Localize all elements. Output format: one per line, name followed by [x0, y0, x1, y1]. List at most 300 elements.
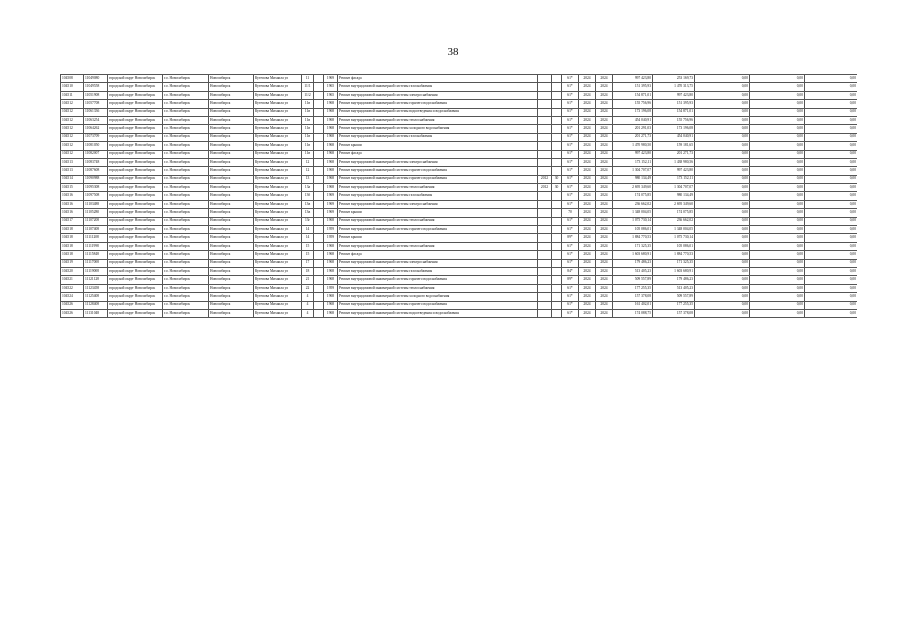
table-cell: 0,00 — [695, 133, 750, 141]
table-cell: г.о. Новосибирск — [163, 91, 209, 99]
table-row — [61, 217, 858, 225]
table-cell: 177 255,35 — [653, 301, 695, 309]
table-cell: 2012 — [538, 184, 552, 192]
table-cell: 174 075,85 — [653, 209, 695, 217]
table-cell — [538, 150, 552, 158]
table-cell: 201 291,03 — [613, 125, 653, 133]
table-cell: 2024 — [579, 251, 596, 259]
table-cell: 0,00 — [805, 242, 858, 250]
table-cell: 173 196,08 — [613, 108, 653, 116]
table-cell: 1 884 770,53 — [613, 234, 653, 242]
table-cell: 61* — [562, 251, 579, 259]
table-cell: г.о. Новосибирск — [163, 142, 209, 150]
table-cell: 11в — [302, 150, 314, 158]
table-cell — [538, 192, 552, 200]
table-cell: г.о. Новосибирск — [163, 217, 209, 225]
table-cell — [314, 83, 324, 91]
table-cell: 2024 — [596, 158, 613, 166]
table-cell: 0,00 — [750, 100, 805, 108]
table-body — [61, 75, 858, 318]
table-cell: 2024 — [579, 259, 596, 267]
table-cell: 1968 — [324, 100, 338, 108]
table-row — [61, 100, 858, 108]
table-cell: 1969 — [324, 209, 338, 217]
table-cell: городской округ Новосибирск — [108, 91, 163, 99]
table-cell: 13б — [302, 192, 314, 200]
table-cell: Кутепова Михаила ул — [254, 100, 302, 108]
table-cell — [314, 125, 324, 133]
table-cell — [538, 276, 552, 284]
table-cell: 0,00 — [805, 167, 858, 175]
table-cell: 179 486,23 — [613, 259, 653, 267]
table-cell: Ремонт внутридомовой инженерной системы электроснабжения — [338, 158, 538, 166]
table-cell: 61* — [562, 83, 579, 91]
table-cell: 2024 — [579, 108, 596, 116]
table-cell: 0,00 — [805, 192, 858, 200]
table-cell: 0,00 — [695, 267, 750, 275]
table-cell: 61* — [562, 175, 579, 183]
table-cell: 61* — [562, 150, 579, 158]
table-cell: г.о. Новосибирск — [163, 200, 209, 208]
table-cell: 0,00 — [695, 309, 750, 317]
table-row — [61, 133, 858, 141]
table-cell: 0,00 — [750, 142, 805, 150]
table-cell: 11125408 — [84, 293, 108, 301]
table-cell: 104524 — [61, 293, 84, 301]
table-cell: 30 — [552, 175, 562, 183]
table-cell: 84* — [562, 267, 579, 275]
table-cell: 17 — [302, 259, 314, 267]
table-cell — [538, 226, 552, 234]
table-cell: 1968 — [324, 116, 338, 124]
table-cell: Новосибирск — [209, 293, 254, 301]
table-cell: 61* — [562, 116, 579, 124]
table-cell: 1968 — [324, 242, 338, 250]
table-cell: 61* — [562, 142, 579, 150]
table-cell: 2024 — [579, 192, 596, 200]
table-cell — [552, 100, 562, 108]
table-cell: 1968 — [324, 276, 338, 284]
table-cell: Ремонт внутридомовой инженерной системы теплоснабжения — [338, 184, 538, 192]
table-cell: 1 470 313,75 — [653, 83, 695, 91]
table-cell: Ремонт внутридомовой инженерной системы горячего водоснабжения — [338, 226, 538, 234]
table-cell: г.о. Новосибирск — [163, 276, 209, 284]
table-cell: 0,00 — [750, 83, 805, 91]
table-cell: 104508 — [61, 75, 84, 83]
table-cell: 11 — [302, 75, 314, 83]
table-cell — [314, 192, 324, 200]
table-cell: 1968 — [324, 175, 338, 183]
table-cell: 236 662,02 — [613, 200, 653, 208]
table-cell: 104517 — [61, 217, 84, 225]
table-cell: Ремонт фасада — [338, 75, 538, 83]
table-cell — [314, 142, 324, 150]
table-cell: 11в — [302, 100, 314, 108]
table-cell: 2024 — [579, 309, 596, 317]
table-cell: 61* — [562, 184, 579, 192]
table-cell: городской округ Новосибирск — [108, 276, 163, 284]
table-row — [61, 209, 858, 217]
table-cell: 61* — [562, 108, 579, 116]
table-cell: 2024 — [596, 167, 613, 175]
table-cell: Новосибирск — [209, 91, 254, 99]
table-cell — [314, 209, 324, 217]
table-cell: 0,00 — [695, 217, 750, 225]
table-cell: Новосибирск — [209, 83, 254, 91]
table-cell: Новосибирск — [209, 276, 254, 284]
table-cell: 0,00 — [695, 83, 750, 91]
table-cell: 513 405,23 — [653, 284, 695, 292]
table-cell: 174 088,75 — [613, 309, 653, 317]
table-cell — [314, 251, 324, 259]
table-cell: 1968 — [324, 133, 338, 141]
table-cell: 1968 — [324, 167, 338, 175]
table-cell — [538, 200, 552, 208]
table-row — [61, 175, 858, 183]
table-cell: 11090988 — [84, 175, 108, 183]
table-cell — [552, 116, 562, 124]
table-cell: 11в — [302, 108, 314, 116]
table-cell: 0,00 — [805, 251, 858, 259]
table-cell: 0,00 — [750, 234, 805, 242]
table-cell: 0,00 — [695, 167, 750, 175]
table-cell: 104516 — [61, 192, 84, 200]
table-cell: 0,00 — [805, 116, 858, 124]
table-cell: 104521 — [61, 276, 84, 284]
table-cell: Кутепова Михаила ул — [254, 175, 302, 183]
table-cell: 104512 — [61, 133, 84, 141]
table-cell: 104512 — [61, 150, 84, 158]
table-cell — [538, 242, 552, 250]
table-cell — [538, 108, 552, 116]
table-cell: 11117008 — [84, 259, 108, 267]
table-cell: г.о. Новосибирск — [163, 150, 209, 158]
table-cell: Кутепова Михаила ул — [254, 167, 302, 175]
table-cell: Ремонт крыши — [338, 234, 538, 242]
table-cell: 11083748 — [84, 158, 108, 166]
table-row — [61, 192, 858, 200]
table-cell: 104518 — [61, 226, 84, 234]
table-cell: городской округ Новосибирск — [108, 284, 163, 292]
table-cell: 11087608 — [84, 167, 108, 175]
table-cell — [552, 167, 562, 175]
table-cell: городской округ Новосибирск — [108, 125, 163, 133]
table-cell: 2024 — [596, 242, 613, 250]
table-cell: 104512 — [61, 116, 84, 124]
table-cell: городской округ Новосибирск — [108, 234, 163, 242]
table-cell: 61* — [562, 100, 579, 108]
table-cell — [538, 284, 552, 292]
table-cell: 0,00 — [750, 108, 805, 116]
table-cell: 0,00 — [805, 301, 858, 309]
table-cell — [538, 125, 552, 133]
table-cell — [538, 234, 552, 242]
table-cell: 11111998 — [84, 242, 108, 250]
table-cell: 11115848 — [84, 251, 108, 259]
table-cell: Ремонт внутридомовой инженерной системы газоснабжения — [338, 83, 538, 91]
table-cell: Новосибирск — [209, 142, 254, 150]
table-cell: г.о. Новосибирск — [163, 242, 209, 250]
table-cell: Новосибирск — [209, 251, 254, 259]
table-cell: 154 871,01 — [653, 108, 695, 116]
table-cell: 1 348 004,05 — [613, 209, 653, 217]
table-cell: Кутепова Михаила ул — [254, 284, 302, 292]
table-cell: Ремонт внутридомовой инженерной системы электроснабжения — [338, 200, 538, 208]
table-cell: 2024 — [596, 217, 613, 225]
table-cell: 104512 — [61, 142, 84, 150]
table-cell: 11119008 — [84, 267, 108, 275]
table-cell — [314, 234, 324, 242]
table-cell: 2024 — [596, 267, 613, 275]
table-cell: г.о. Новосибирск — [163, 293, 209, 301]
table-cell: 11в — [302, 133, 314, 141]
table-cell: 0,00 — [750, 242, 805, 250]
table-cell — [314, 217, 324, 225]
table-cell: 0,00 — [750, 133, 805, 141]
table-cell: 0,00 — [695, 301, 750, 309]
table-row — [61, 251, 858, 259]
table-cell: 0,00 — [805, 267, 858, 275]
table-cell: 11103488 — [84, 200, 108, 208]
table-cell: 0,00 — [695, 184, 750, 192]
table-cell: городской округ Новосибирск — [108, 184, 163, 192]
table-cell: 177 255,35 — [613, 284, 653, 292]
table-cell: 11131048 — [84, 309, 108, 317]
table-cell: 30 — [552, 184, 562, 192]
table-cell: 0,00 — [695, 259, 750, 267]
table-cell: г.о. Новосибирск — [163, 267, 209, 275]
table-cell: 1968 — [324, 108, 338, 116]
table-cell — [314, 100, 324, 108]
table-cell: Новосибирск — [209, 150, 254, 158]
table-cell: г.о. Новосибирск — [163, 100, 209, 108]
table-cell: 0,00 — [695, 226, 750, 234]
table-cell: 1959 — [324, 234, 338, 242]
table-cell: 11/1 — [302, 83, 314, 91]
table-cell: 0,00 — [695, 158, 750, 166]
table-row — [61, 167, 858, 175]
table-row — [61, 91, 858, 99]
table-cell — [552, 158, 562, 166]
table-cell: 13г — [302, 217, 314, 225]
table-cell: 104516 — [61, 200, 84, 208]
table-cell: Новосибирск — [209, 234, 254, 242]
table-cell: 11в — [302, 116, 314, 124]
table-cell: 0,00 — [750, 267, 805, 275]
table-cell: 0,00 — [805, 217, 858, 225]
table-cell: 2024 — [596, 150, 613, 158]
table-cell: 509 557,89 — [613, 276, 653, 284]
table-cell: Новосибирск — [209, 116, 254, 124]
table-cell: 1969 — [324, 192, 338, 200]
table-cell: Ремонт фасада — [338, 150, 538, 158]
table-cell: Новосибирск — [209, 133, 254, 141]
table-cell: 509 557,89 — [653, 293, 695, 301]
table-cell: 2024 — [579, 301, 596, 309]
table-cell — [538, 167, 552, 175]
table-cell — [314, 116, 324, 124]
table-cell: Ремонт внутридомовой инженерной системы горячего водоснабжения — [338, 167, 538, 175]
table-cell — [552, 276, 562, 284]
table-cell: Кутепова Михаила ул — [254, 116, 302, 124]
table-cell: Ремонт внутридомовой инженерной системы холодного водоснабжения — [338, 293, 538, 301]
table-cell: 2024 — [579, 91, 596, 99]
table-cell: 2024 — [579, 133, 596, 141]
table-cell: 997 423,80 — [613, 75, 653, 83]
table-cell: 61* — [562, 284, 579, 292]
table-row — [61, 108, 858, 116]
table-row — [61, 276, 858, 284]
table-cell: 173 152,11 — [613, 158, 653, 166]
table-cell — [538, 158, 552, 166]
table-cell — [314, 133, 324, 141]
table-cell — [314, 284, 324, 292]
table-cell: 1 438 980,56 — [653, 158, 695, 166]
table-row — [61, 242, 858, 250]
table-cell: 11097508 — [84, 192, 108, 200]
table-cell — [552, 200, 562, 208]
table-cell: 0,00 — [695, 234, 750, 242]
table-cell: 104510 — [61, 83, 84, 91]
table-cell — [538, 267, 552, 275]
table-cell: Ремонт внутридомовой инженерной системы горячего водоснабжения — [338, 301, 538, 309]
table-cell: 11107408 — [84, 226, 108, 234]
table-cell: Ремонт внутридомовой инженерной системы газоснабжения — [338, 192, 538, 200]
table-cell: 104522 — [61, 284, 84, 292]
table-row — [61, 267, 858, 275]
table-row — [61, 259, 858, 267]
table-cell: 0,00 — [805, 142, 858, 150]
table-cell: 201 271,73 — [653, 150, 695, 158]
table-cell: 61* — [562, 75, 579, 83]
table-cell: 61* — [562, 200, 579, 208]
table-cell: городской округ Новосибирск — [108, 267, 163, 275]
table-cell: 0,00 — [750, 293, 805, 301]
table-cell: 151 395,93 — [613, 83, 653, 91]
table-cell: 2024 — [596, 309, 613, 317]
table-cell: 173 196,08 — [653, 125, 695, 133]
table-cell: Новосибирск — [209, 100, 254, 108]
table-cell: Ремонт внутридомовой инженерной системы водоотведения и водоснабжения — [338, 309, 538, 317]
table-cell: Ремонт фасада — [338, 251, 538, 259]
table-cell: 11/2 — [302, 91, 314, 99]
table-cell: 201 271,73 — [613, 133, 653, 141]
table-cell — [552, 234, 562, 242]
table-cell: г.о. Новосибирск — [163, 75, 209, 83]
table-cell: 2024 — [596, 259, 613, 267]
table-cell: 1968 — [324, 142, 338, 150]
table-cell: 0,00 — [750, 226, 805, 234]
table-cell: 0,00 — [805, 108, 858, 116]
table-row — [61, 293, 858, 301]
table-cell: 2024 — [596, 75, 613, 83]
table-cell: Новосибирск — [209, 267, 254, 275]
table-cell — [314, 91, 324, 99]
table-cell: 14 — [302, 234, 314, 242]
table-cell: 0,00 — [805, 293, 858, 301]
table-cell: Кутепова Михаила ул — [254, 192, 302, 200]
table-cell — [538, 217, 552, 225]
table-cell — [538, 301, 552, 309]
table-cell: 2024 — [579, 267, 596, 275]
table-cell: Кутепова Михаила ул — [254, 301, 302, 309]
table-cell: Новосибирск — [209, 226, 254, 234]
table-cell: 2024 — [596, 133, 613, 141]
table-cell: 1 075 730,14 — [613, 217, 653, 225]
table-cell: 0,00 — [750, 217, 805, 225]
table-cell: 0,00 — [805, 125, 858, 133]
table-cell: Кутепова Михаила ул — [254, 234, 302, 242]
table-cell: городской округ Новосибирск — [108, 100, 163, 108]
table-cell: 173 152,11 — [653, 175, 695, 183]
table-cell: 18 — [302, 267, 314, 275]
table-cell: городской округ Новосибирск — [108, 242, 163, 250]
table-cell: г.о. Новосибирск — [163, 259, 209, 267]
table-cell: городской округ Новосибирск — [108, 309, 163, 317]
table-cell: 454 040,91 — [653, 133, 695, 141]
table-cell: 155 756,96 — [653, 116, 695, 124]
table-cell: Ремонт внутридомовой инженерной системы газоснабжения — [338, 133, 538, 141]
table-cell: Кутепова Михаила ул — [254, 108, 302, 116]
table-row — [61, 301, 858, 309]
table-cell: 0,00 — [750, 200, 805, 208]
table-cell: 2024 — [579, 125, 596, 133]
table-cell: городской округ Новосибирск — [108, 83, 163, 91]
table-cell: 157 378,08 — [653, 309, 695, 317]
table-cell: 157 378,08 — [613, 293, 653, 301]
table-cell: Кутепова Михаила ул — [254, 226, 302, 234]
table-cell: 174 075,85 — [613, 192, 653, 200]
table-cell — [552, 91, 562, 99]
table-cell: 0,00 — [695, 293, 750, 301]
table-row — [61, 226, 858, 234]
table-cell: 105 086,01 — [613, 226, 653, 234]
table-cell — [538, 251, 552, 259]
table-cell: 2024 — [596, 175, 613, 183]
table-cell: 89* — [562, 234, 579, 242]
table-cell: 2024 — [596, 234, 613, 242]
table-cell: 2024 — [579, 217, 596, 225]
table-cell: 0,00 — [695, 276, 750, 284]
table-cell: 0,00 — [805, 150, 858, 158]
table-cell: Новосибирск — [209, 309, 254, 317]
table-cell: Кутепова Михаила ул — [254, 293, 302, 301]
table-cell: 0,00 — [805, 200, 858, 208]
table-cell: 1968 — [324, 150, 338, 158]
table-cell: 0,00 — [805, 309, 858, 317]
table-cell: 89* — [562, 276, 579, 284]
table-row — [61, 125, 858, 133]
table-cell — [552, 267, 562, 275]
table-cell: 0,00 — [695, 284, 750, 292]
table-cell: 0,00 — [695, 108, 750, 116]
table-cell: Ремонт внутридомовой инженерной системы горячего водоснабжения — [338, 175, 538, 183]
table-cell: 61* — [562, 125, 579, 133]
table-cell: 104511 — [61, 91, 84, 99]
table-cell: 1 348 004,05 — [653, 226, 695, 234]
table-cell: 61* — [562, 217, 579, 225]
table-cell: 2024 — [579, 167, 596, 175]
table-cell: 61* — [562, 167, 579, 175]
table-cell: 1968 — [324, 259, 338, 267]
table-cell: 104513 — [61, 158, 84, 166]
table-cell: 0,00 — [695, 251, 750, 259]
table-cell: 454 040,91 — [613, 116, 653, 124]
table-cell: 104518 — [61, 242, 84, 250]
table-cell: г.о. Новосибирск — [163, 209, 209, 217]
table-cell: Ремонт внутридомовой инженерной системы газоснабжения — [338, 267, 538, 275]
table-cell — [552, 108, 562, 116]
